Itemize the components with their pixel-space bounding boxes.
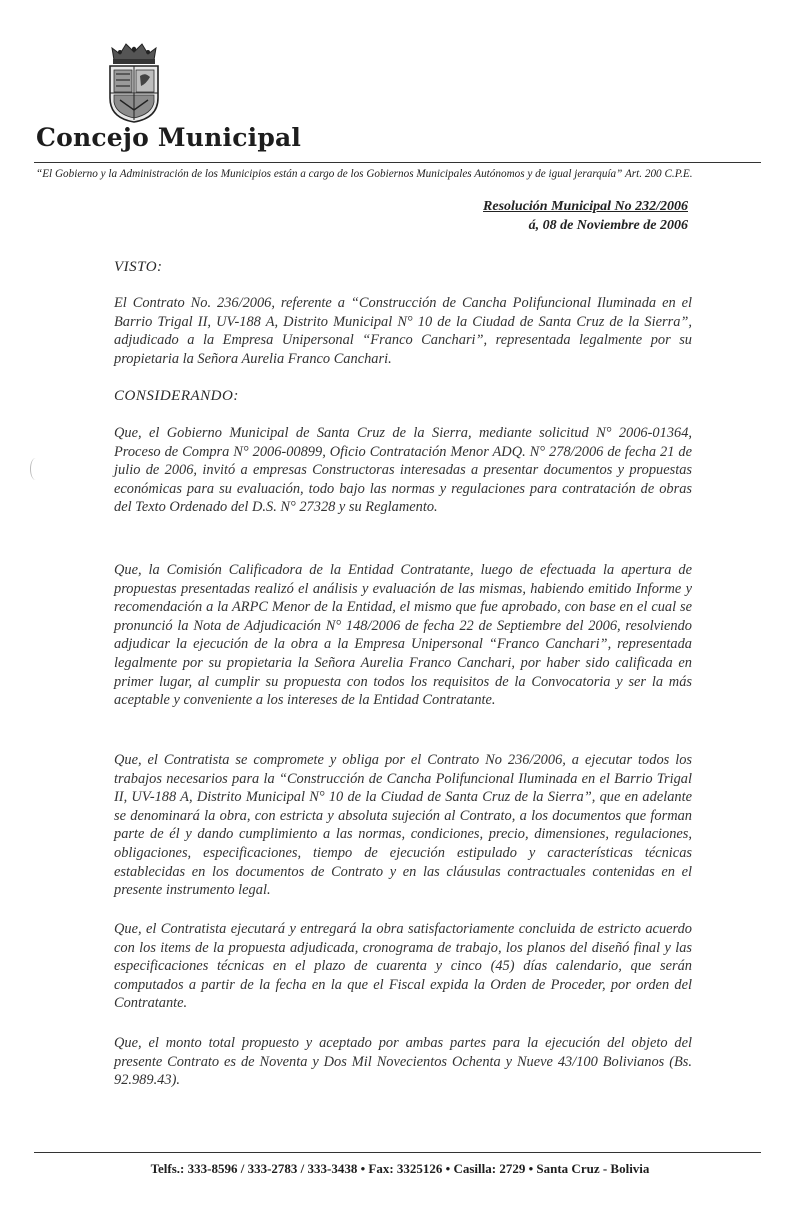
resolution-date: á, 08 de Noviembre de 2006 <box>528 218 688 233</box>
coat-of-arms-icon <box>106 40 162 124</box>
considerando-paragraph-3: Que, el Contratista se compromete y obliga por el Contrato No 236/2006, a ejecutar todos los trabajos necesarios para la “Construcción de Cancha Polifuncional Iluminada en el Barrio Trigal II, UV-188 A, Distrito Municipal N° 10 de la Ciudad de Santa Cruz de la Sierra”, que en adelante se denominará la obra, con estricta y absoluta sujeción al Contrato, a los documentos que forman parte de él y dando cumplimiento a las normas, condiciones, precio, dimensiones, regulaciones, obligaciones, especificaciones, tiempo de ejecución estipulado y características técnicas establecidas en los documentos de Contrato y en las cláusulas contractuales contenidas en el presente instrumento legal. <box>114 752 692 899</box>
resolution-title: Resolución Municipal No 232/2006 <box>483 199 688 214</box>
scan-artifact <box>30 458 41 480</box>
organization-name: Concejo Municipal <box>36 123 302 152</box>
header-motto: “El Gobierno y la Administración de los Municipios están a cargo de los Gobiernos Municipales Autónomos y de igual jerarquía” Art. 200 C.P.E. <box>36 168 693 180</box>
footer-contact-info: Telfs.: 333-8596 / 333-2783 / 333-3438 • Fax: 3325126 • Casilla: 2729 • Santa Cruz - Bolivia <box>150 1161 650 1176</box>
header-divider <box>34 162 761 163</box>
considerando-paragraph-4: Que, el Contratista ejecutará y entregará la obra satisfactoriamente concluida de estricto acuerdo con los items de la propuesta adjudicada, cronograma de trabajo, los planos del diseñó final y las especificaciones técnicas en el plazo de cuarenta y cinco (45) días calendario, que serán computados a partir de la fecha en la que el Fiscal expida la Orden de Proceder, por orden del Contratante. <box>114 921 692 1012</box>
considerando-paragraph-2: Que, la Comisión Calificadora de la Entidad Contratante, luego de efectuada la apertura de propuestas presentadas realizó el análisis y evaluación de las mismas, habiendo emitido Informe y recomendación a la ARPC Menor de la Entidad, el mismo que fue aprobado, con base en el cual se pronunció la Nota de Adjudicación N° 148/2006 de fecha 22 de Septiembre del 2006, resolviendo adjudicar la ejecución de la obra a la Empresa Unipersonal “Franco Canchari”, representada legalmente por su propietaria la Señora Aurelia Franco Canchari, por haber sido calificada en primer lugar, al cumplir su propuesta con todos los requisitos de la Convocatoria y ser la más aceptable y conveniente a los intereses de la Entidad Contratante. <box>114 562 692 709</box>
considerando-paragraph-1: Que, el Gobierno Municipal de Santa Cruz de la Sierra, mediante solicitud N° 2006-01364, Proceso de Compra N° 2006-00899, Oficio Contratación Menor ADQ. N° 278/2006 de fecha 21 de julio de 2006, invitó a empresas Constructoras interesadas a presentar documentos y propuestas económicas para su evaluación, todo bajo las normas y regulaciones para contratación de obras del Texto Ordenado del D.S. N° 27328 y su Reglamento. <box>114 425 692 516</box>
visto-paragraph: El Contrato No. 236/2006, referente a “Construcción de Cancha Polifuncional Iluminada en el Barrio Trigal II, UV-188 A, Distrito Municipal N° 10 de la Ciudad de Santa Cruz de la Sierra”, adjudicado a la Empresa Unipersonal “Franco Canchari”, representada legalmente por su propietaria la Señora Aurelia Franco Canchari. <box>114 295 692 367</box>
visto-heading: VISTO: <box>114 259 163 275</box>
footer-divider <box>34 1152 761 1153</box>
considerando-heading: CONSIDERANDO: <box>114 388 239 404</box>
considerando-paragraph-5: Que, el monto total propuesto y aceptado por ambas partes para la ejecución del objeto del presente Contrato es de Noventa y Dos Mil Novecientos Ochenta y Nueve 43/100 Bolivianos (Bs. 92.989.43). <box>114 1035 692 1089</box>
